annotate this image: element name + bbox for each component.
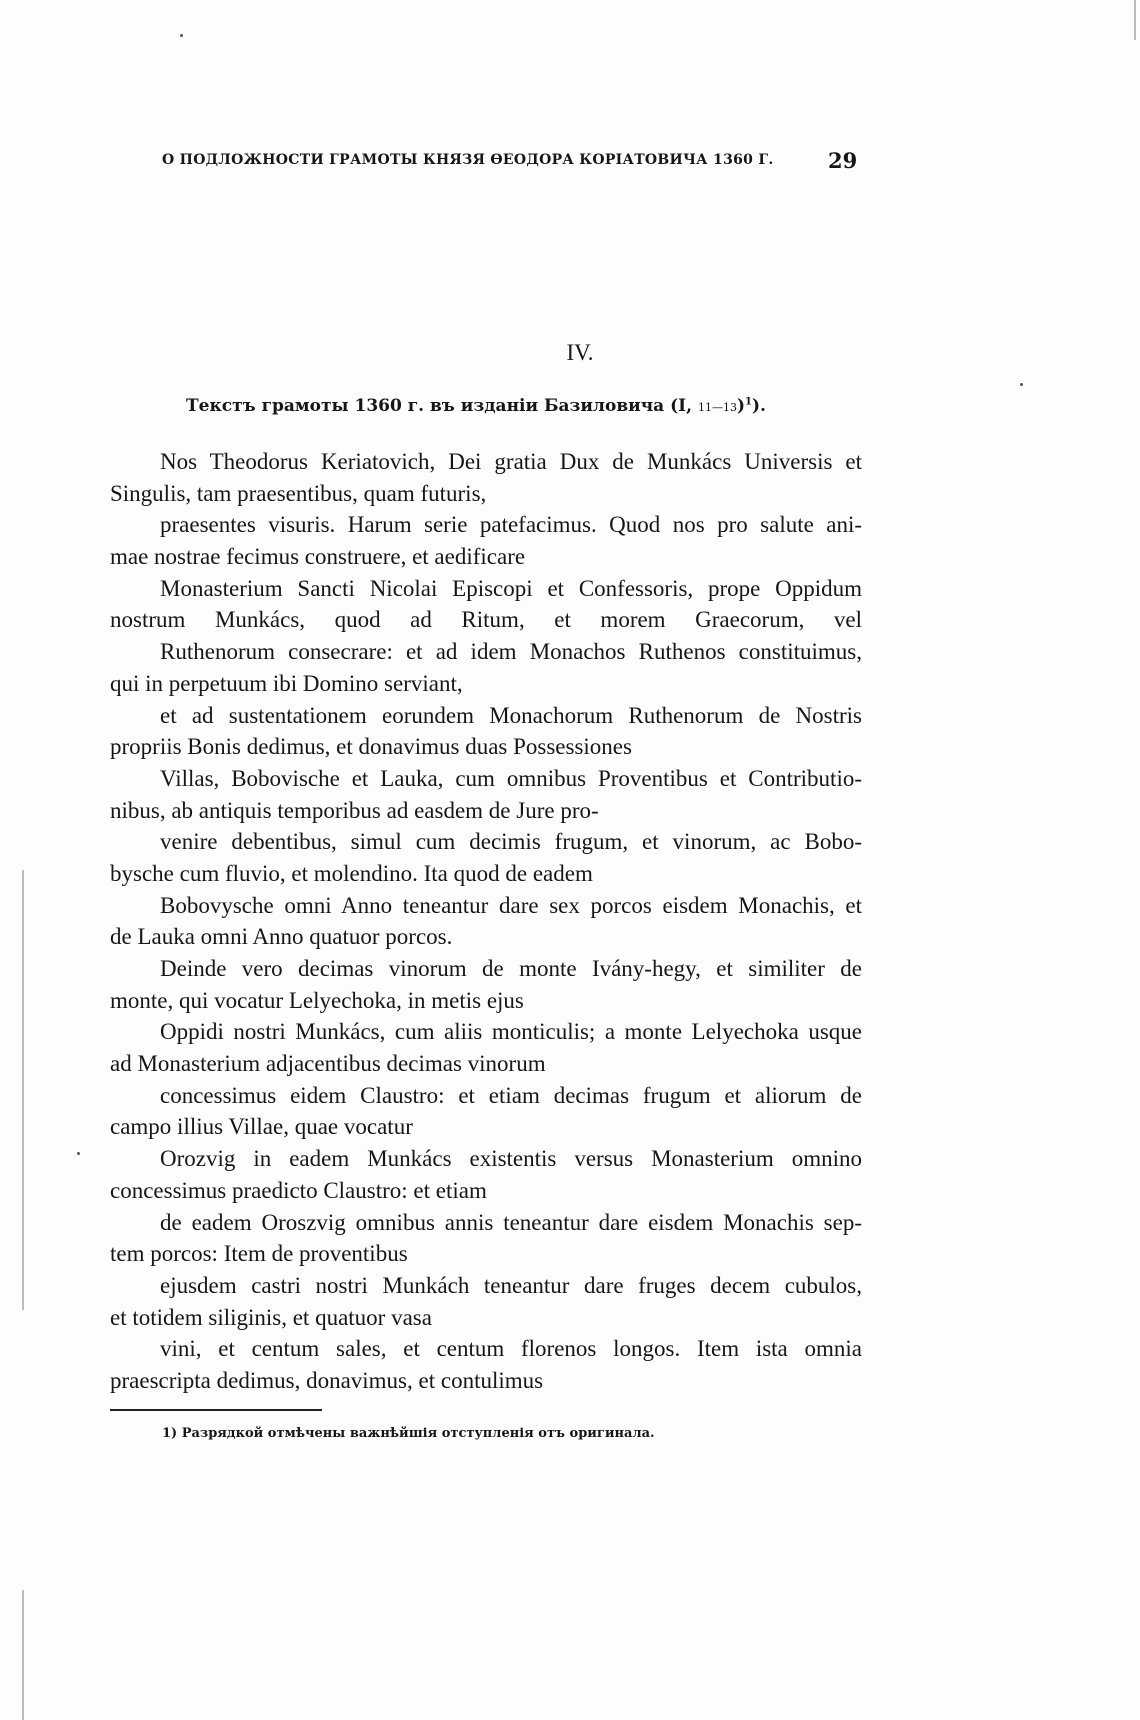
text-line: propriis Bonis dedimus, et donavimus duas Possessiones: [110, 734, 632, 760]
section-title-text: Текстъ грамоты 1360 г. въ изданіи Базиловича (I,: [186, 396, 693, 416]
text-line: Bobovysche omni Anno teneantur dare sex porcos eisdem Monachis, et: [160, 892, 862, 918]
footnote: 1) Разрядкой отмѣчены важнѣйшія отступленія отъ оригинала.: [162, 1426, 655, 1441]
text-line: mae nostrae fecimus construere, et aedificare: [110, 544, 526, 570]
section-number: IV.: [566, 340, 594, 365]
text-line: nibus, ab antiquis temporibus ad easdem de Jure pro-: [110, 797, 599, 823]
text-line: concessimus eidem Claustro: et etiam decimas frugum et aliorum de: [160, 1082, 862, 1108]
text-line: Singulis, tam praesentibus, quam futuris,: [110, 480, 487, 506]
text-line: ejusdem castri nostri Munkách teneantur dare fruges decem cubulos,: [160, 1272, 862, 1298]
text-line: Orozvig in eadem Munkács existentis versus Monasterium omnino: [160, 1146, 862, 1172]
text-line: Villas, Bobovische et Lauka, cum omnibus Proventibus et Contributio-: [160, 765, 862, 791]
text-line: de Lauka omni Anno quatuor porcos.: [110, 924, 453, 950]
text-line: Oppidi nostri Munkács, cum aliis monticulis; a monte Lelyechoka usque: [160, 1019, 862, 1045]
text-line: venire debentibus, simul cum decimis frugum, et vinorum, ac Bobo-: [160, 829, 862, 855]
section-title-close: ): [736, 396, 746, 416]
text-line: campo illius Villae, quae vocatur: [110, 1114, 413, 1140]
scan-margin-mark: [22, 870, 24, 1310]
footnote-rule: [110, 1409, 322, 1411]
text-line: qui in perpetuum ibi Domino serviant,: [110, 670, 463, 696]
scan-margin-mark: [22, 1590, 24, 1720]
text-line: nostrum Munkács, quod ad Ritum, et morem Graecorum, vel: [110, 607, 862, 633]
charter-text: [110, 446, 862, 1397]
text-line: et totidem siliginis, et quatuor vasa: [110, 1304, 432, 1330]
running-title: О ПОДЛОЖНОСТИ ГРАМОТЫ КНЯЗЯ ӨЕОДОРА КОРІАТОВИЧА 1360 Г.: [162, 152, 774, 168]
text-line: tem porcos: Item de proventibus: [110, 1241, 408, 1267]
text-line: et ad sustentationem eorundem Monachorum Ruthenorum de Nostris: [160, 702, 862, 728]
text-line: bysche cum fluvio, et molendino. Ita quod de eadem: [110, 860, 593, 886]
footnote-reference: 1: [745, 396, 752, 408]
text-line: de eadem Oroszvig omnibus annis teneantur dare eisdem Monachis sep-: [160, 1209, 862, 1235]
scan-edge-mark: [1134, 0, 1136, 40]
scan-speck: [1020, 383, 1023, 386]
text-line: Nos Theodorus Keriatovich, Dei gratia Dux de Munkács Universis et: [160, 449, 862, 474]
text-line: vini, et centum sales, et centum florenos longos. Item ista omnia: [160, 1336, 862, 1362]
section-title: [186, 396, 886, 416]
text-line: praescripta dedimus, donavimus, et contulimus: [110, 1367, 544, 1393]
section-title-pages: 11—13: [697, 401, 737, 414]
scan-speck: [77, 1152, 80, 1155]
text-line: Ruthenorum consecrare: et ad idem Monachos Ruthenos constituimus,: [160, 639, 862, 665]
scan-speck: [180, 34, 183, 37]
text-line: Deinde vero decimas vinorum de monte Ivány-hegy, et similiter de: [160, 956, 862, 981]
text-line: monte, qui vocatur Lelyechoka, in metis ejus: [110, 987, 524, 1013]
page-number: 29: [828, 148, 858, 173]
text-line: Monasterium Sancti Nicolai Episcopi et Confessoris, prope Oppidum: [160, 575, 862, 601]
section-title-end: ).: [751, 396, 766, 416]
text-line: concessimus praedicto Claustro: et etiam: [110, 1177, 487, 1203]
text-line: praesentes visuris. Harum serie patefacimus. Quod nos pro salute ani-: [160, 512, 862, 538]
text-line: ad Monasterium adjacentibus decimas vinorum: [110, 1051, 546, 1077]
